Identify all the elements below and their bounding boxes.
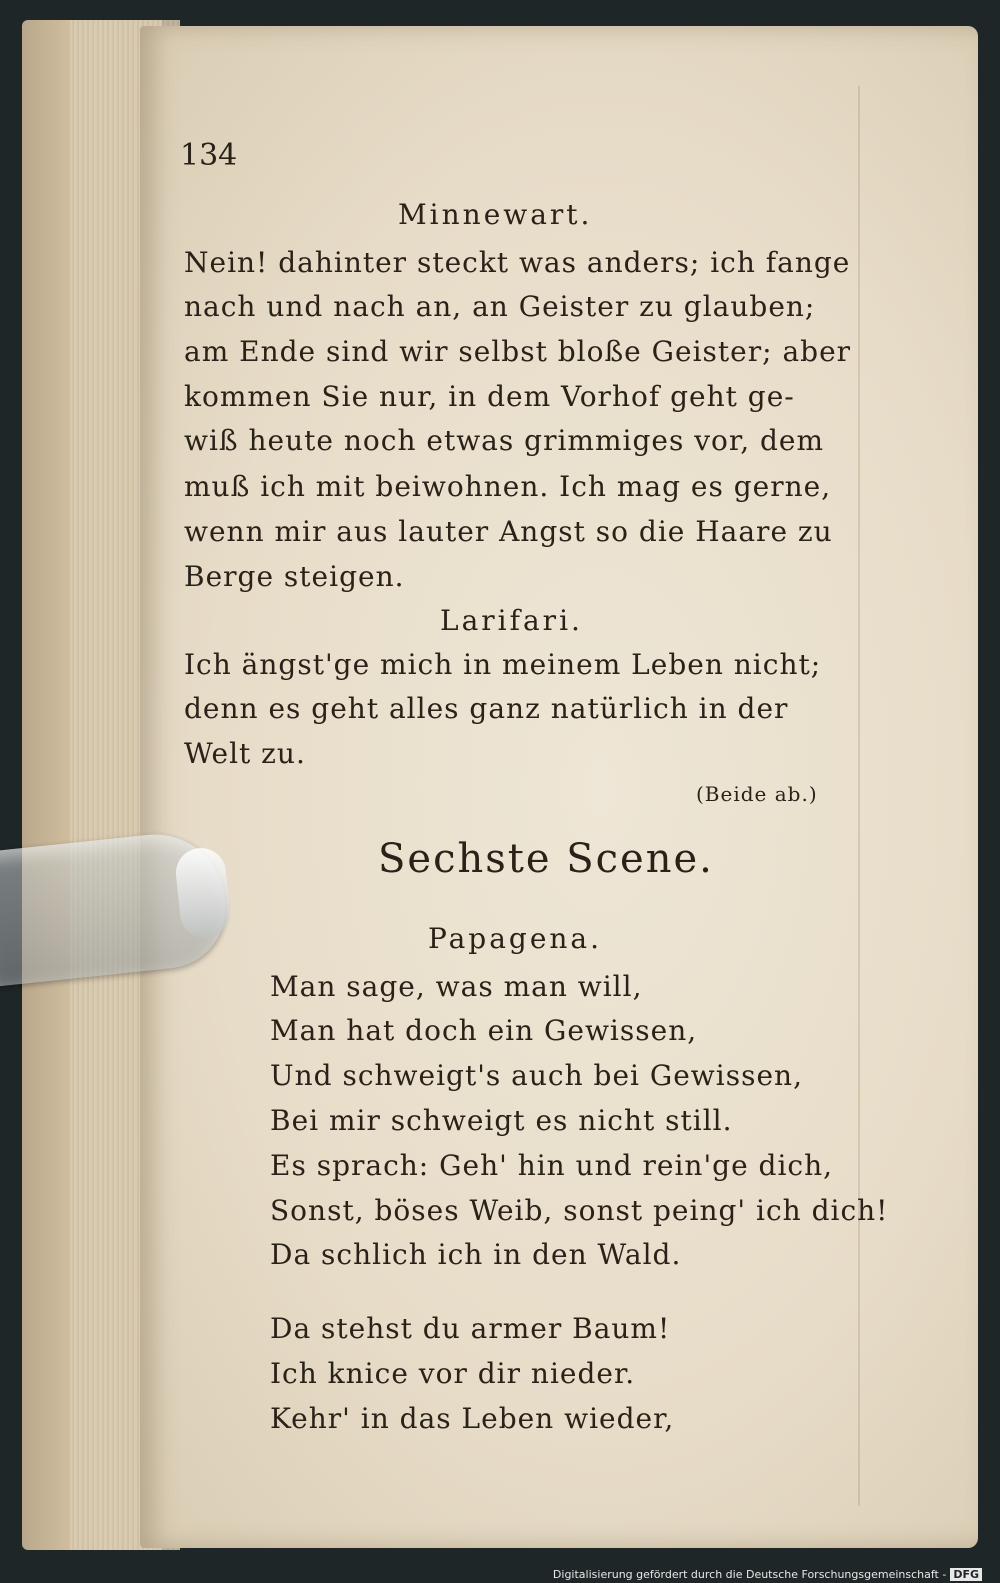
verse-line: Da stehst du armer Baum! [270, 1312, 671, 1345]
footer-credit [553, 1568, 982, 1581]
footer-text: Digitalisierung gefördert durch die Deutsche Forschungsgemeinschaft - [552, 1568, 947, 1581]
scene-title: Sechste Scene. [378, 836, 714, 882]
speaker-larifari: Larifari. [440, 604, 583, 637]
speech-line: nach und nach an, an Geister zu glauben; [184, 290, 816, 323]
verse-line: Kehr' in das Leben wieder, [270, 1402, 675, 1435]
speech-line: kommen Sie nur, in dem Vorhof geht ge- [184, 380, 795, 413]
page-fold [858, 86, 860, 1506]
speech-line: denn es geht alles ganz natürlich in der [184, 692, 789, 725]
speech-line: wenn mir aus lauter Angst so die Haare zu [184, 515, 833, 548]
verse-line: Ich knice vor dir nieder. [270, 1357, 636, 1390]
dfg-logo: DFG [950, 1568, 982, 1581]
speaker-minnewart: Minnewart. [398, 198, 593, 231]
speech-line: Berge steigen. [184, 560, 405, 593]
page-number: 134 [180, 138, 238, 173]
speech-line: muß ich mit beiwohnen. Ich mag es gerne, [184, 470, 832, 503]
speech-line: Welt zu. [184, 737, 306, 770]
verse-line: Und schweigt's auch bei Gewissen, [270, 1059, 803, 1092]
verse-line: Es sprach: Geh' hin und rein'ge dich, [270, 1149, 834, 1182]
verse-line: Da schlich ich in den Wald. [270, 1238, 682, 1271]
speech-line: Ich ängst'ge mich in meinem Leben nicht; [184, 648, 822, 681]
speech-line: am Ende sind wir selbst bloße Geister; aber [184, 335, 852, 368]
speech-line: wiß heute noch etwas grimmiges vor, dem [184, 424, 825, 457]
stage-direction: (Beide ab.) [696, 782, 818, 806]
verse-line: Man hat doch ein Gewissen, [270, 1014, 698, 1047]
speaker-papagena: Papagena. [428, 922, 603, 955]
verse-line: Man sage, was man will, [270, 970, 643, 1003]
verse-line: Bei mir schweigt es nicht still. [270, 1104, 733, 1137]
speech-line: Nein! dahinter steckt was anders; ich fange [184, 246, 851, 279]
verse-line: Sonst, böses Weib, sonst peing' ich dich! [270, 1194, 889, 1227]
